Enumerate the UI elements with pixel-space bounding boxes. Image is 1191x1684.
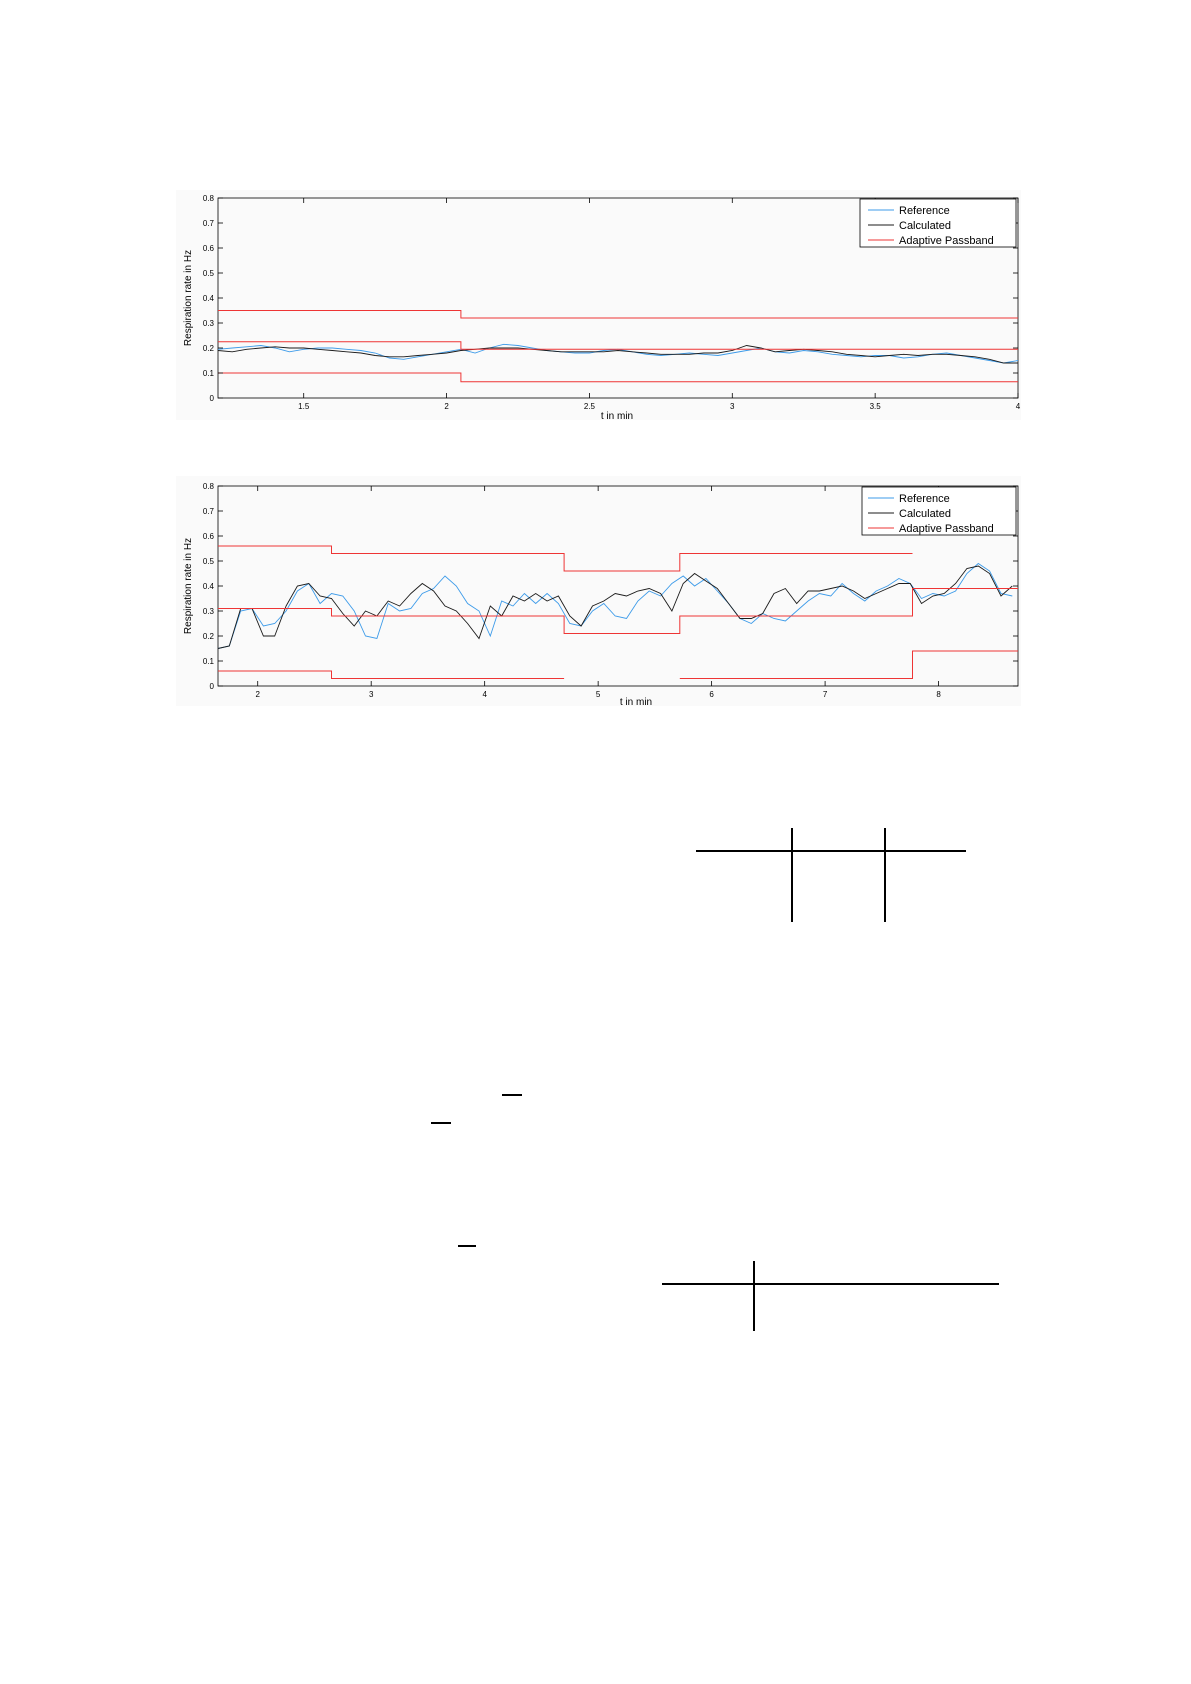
chart-2-y-axis-label: Respiration rate in Hz bbox=[183, 537, 194, 635]
chart-2-legend bbox=[862, 487, 1016, 535]
respiration-chart-2 bbox=[176, 476, 1021, 706]
chart-2-ytick-label: 0.5 bbox=[202, 557, 214, 566]
chart-2-legend-reference: Reference bbox=[899, 493, 950, 505]
chart-2-ytick-label: 0.3 bbox=[202, 607, 214, 616]
chart-2-ytick-label: 0.7 bbox=[202, 507, 214, 516]
chart-1-ytick-label: 0.2 bbox=[202, 344, 214, 353]
chart-1-ytick-label: 0.6 bbox=[202, 244, 214, 253]
fraction-bar-2 bbox=[431, 1122, 451, 1124]
table-1-rule-vertical-2 bbox=[884, 828, 886, 922]
chart-2-ytick-label: 0.8 bbox=[202, 482, 214, 491]
table-2-rule-vertical bbox=[753, 1261, 755, 1331]
chart-2-xtick-label: 3 bbox=[368, 690, 374, 699]
chart-1-ytick-label: 0.8 bbox=[202, 194, 214, 203]
chart-1-xtick-label: 1.5 bbox=[298, 402, 310, 411]
table-2-rule-horizontal bbox=[662, 1283, 999, 1285]
chart-1-ytick-label: 0.3 bbox=[202, 319, 214, 328]
chart-2-xtick-label: 7 bbox=[822, 690, 828, 699]
chart-2-ytick-label: 0 bbox=[209, 682, 214, 691]
chart-2-xtick-label: 8 bbox=[936, 690, 941, 699]
chart-1-svg bbox=[176, 190, 1021, 420]
fraction-bar-1 bbox=[502, 1094, 522, 1096]
chart-2-svg bbox=[176, 476, 1021, 706]
chart-1-xtick-label: 3 bbox=[730, 402, 735, 411]
chart-1-legend bbox=[860, 199, 1016, 247]
chart-2-ytick-label: 0.2 bbox=[202, 632, 214, 641]
chart-2-x-axis-label: t in min bbox=[619, 697, 653, 706]
chart-2-legend-passband: Adaptive Passband bbox=[899, 523, 994, 535]
chart-1-xtick-label: 4 bbox=[1015, 402, 1021, 411]
chart-1-y-axis-label: Respiration rate in Hz bbox=[183, 249, 194, 347]
chart-2-ytick-label: 0.1 bbox=[202, 657, 214, 666]
chart-2-xtick-label: 6 bbox=[709, 690, 714, 699]
respiration-chart-1 bbox=[176, 190, 1021, 420]
chart-2-xtick-label: 2 bbox=[255, 690, 260, 699]
chart-1-ytick-label: 0.7 bbox=[202, 219, 214, 228]
chart-1-legend-reference: Reference bbox=[899, 205, 950, 217]
chart-2-ytick-label: 0.4 bbox=[202, 582, 214, 591]
chart-1-ytick-label: 0.1 bbox=[202, 369, 214, 378]
table-1-rule-vertical-1 bbox=[791, 828, 793, 922]
chart-1-ytick-label: 0.4 bbox=[202, 294, 214, 303]
chart-1-xtick-label: 2.5 bbox=[583, 402, 595, 411]
table-1-rule-horizontal bbox=[696, 850, 966, 852]
chart-1-x-axis-label: t in min bbox=[600, 411, 634, 420]
chart-2-xtick-label: 4 bbox=[482, 690, 487, 699]
chart-1-xtick-label: 3.5 bbox=[869, 402, 881, 411]
chart-1-ytick-label: 0 bbox=[209, 394, 214, 403]
chart-2-legend-calculated: Calculated bbox=[899, 508, 951, 520]
chart-2-xtick-label: 5 bbox=[595, 690, 601, 699]
fraction-bar-3 bbox=[458, 1245, 476, 1247]
chart-1-xtick-label: 2 bbox=[444, 402, 449, 411]
chart-1-legend-passband: Adaptive Passband bbox=[899, 235, 994, 247]
chart-2-ytick-label: 0.6 bbox=[202, 532, 214, 541]
chart-1-ytick-label: 0.5 bbox=[202, 269, 214, 278]
chart-1-legend-calculated: Calculated bbox=[899, 220, 951, 232]
